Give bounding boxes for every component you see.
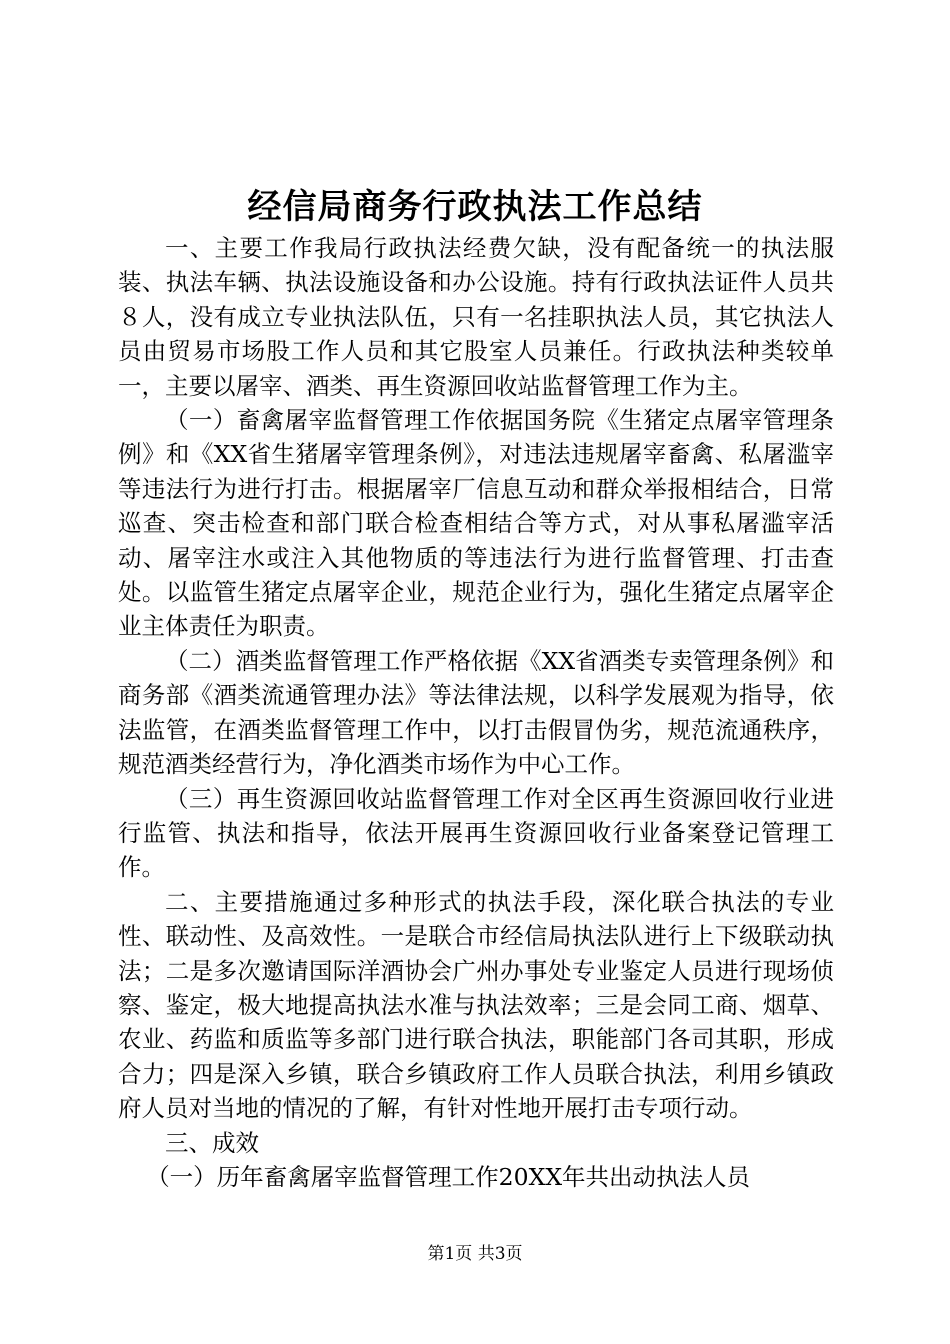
paragraph-livestock-slaughter: （一）畜禽屠宰监督管理工作依据国务院《生猪定点屠宰管理条例》和《XX省生猪屠宰管理条例》，对违法违规屠宰畜禽、私屠滥宰等违法行为进行打击。根据屠宰厂信息互动和群众举报相结合，日常巡查、突击检查和部门联合检查相结合等方式，对从事私屠滥宰活动、屠宰注水或注入其他物质的等违法行为进行监督管理、打击查处。以监管生猪定点屠宰企业，规范企业行为，强化生猪定点屠宰企业主体责任为职责。 (118, 406, 834, 641)
paragraph-main-measures: 二、主要措施通过多种形式的执法手段，深化联合执法的专业性、联动性、及高效性。一是联合市经信局执法队进行上下级联动执法；二是多次邀请国际洋酒协会广州办事处专业鉴定人员进行现场侦察、鉴定，极大地提高执法水准与执法效率；三是会同工商、烟草、农业、药监和质监等多部门进行联合执法，职能部门各司其职，形成合力；四是深入乡镇，联合乡镇政府工作人员联合执法，利用乡镇政府人员对当地的情况的了解，有针对性地开展打击专项行动。 (118, 887, 834, 1123)
page-footer: 第1页 共3页 (427, 1244, 523, 1264)
paragraph-results-heading: 三、成效 (165, 1128, 259, 1157)
paragraph-liquor-supervision: （二）酒类监督管理工作严格依据《XX省酒类专卖管理条例》和商务部《酒类流通管理办法》等法律法规，以科学发展观为指导，依法监管，在酒类监督管理工作中，以打击假冒伪劣，规范流通秩序，规范酒类经营行为，净化酒类市场作为中心工作。 (118, 646, 834, 779)
paragraph-recycling-supervision: （三）再生资源回收站监督管理工作对全区再生资源回收行业进行监管、执法和指导，依法开展再生资源回收行业备案登记管理工作。 (118, 784, 834, 882)
paragraph-results-first: （一）历年畜禽屠宰监督管理工作20XX年共出动执法人员 (146, 1162, 751, 1191)
paragraph-main-work: 一、主要工作我局行政执法经费欠缺，没有配备统一的执法服装、执法车辆、执法设施设备和办公设施。持有行政执法证件人员共８人，没有成立专业执法队伍，只有一名挂职执法人员，其它执法人员由贸易市场股工作人员和其它股室人员兼任。行政执法种类较单一，主要以屠宰、酒类、再生资源回收站监督管理工作为主。 (118, 234, 834, 400)
document-title: 经信局商务行政执法工作总结 (247, 187, 703, 227)
document-body (118, 231, 834, 1194)
